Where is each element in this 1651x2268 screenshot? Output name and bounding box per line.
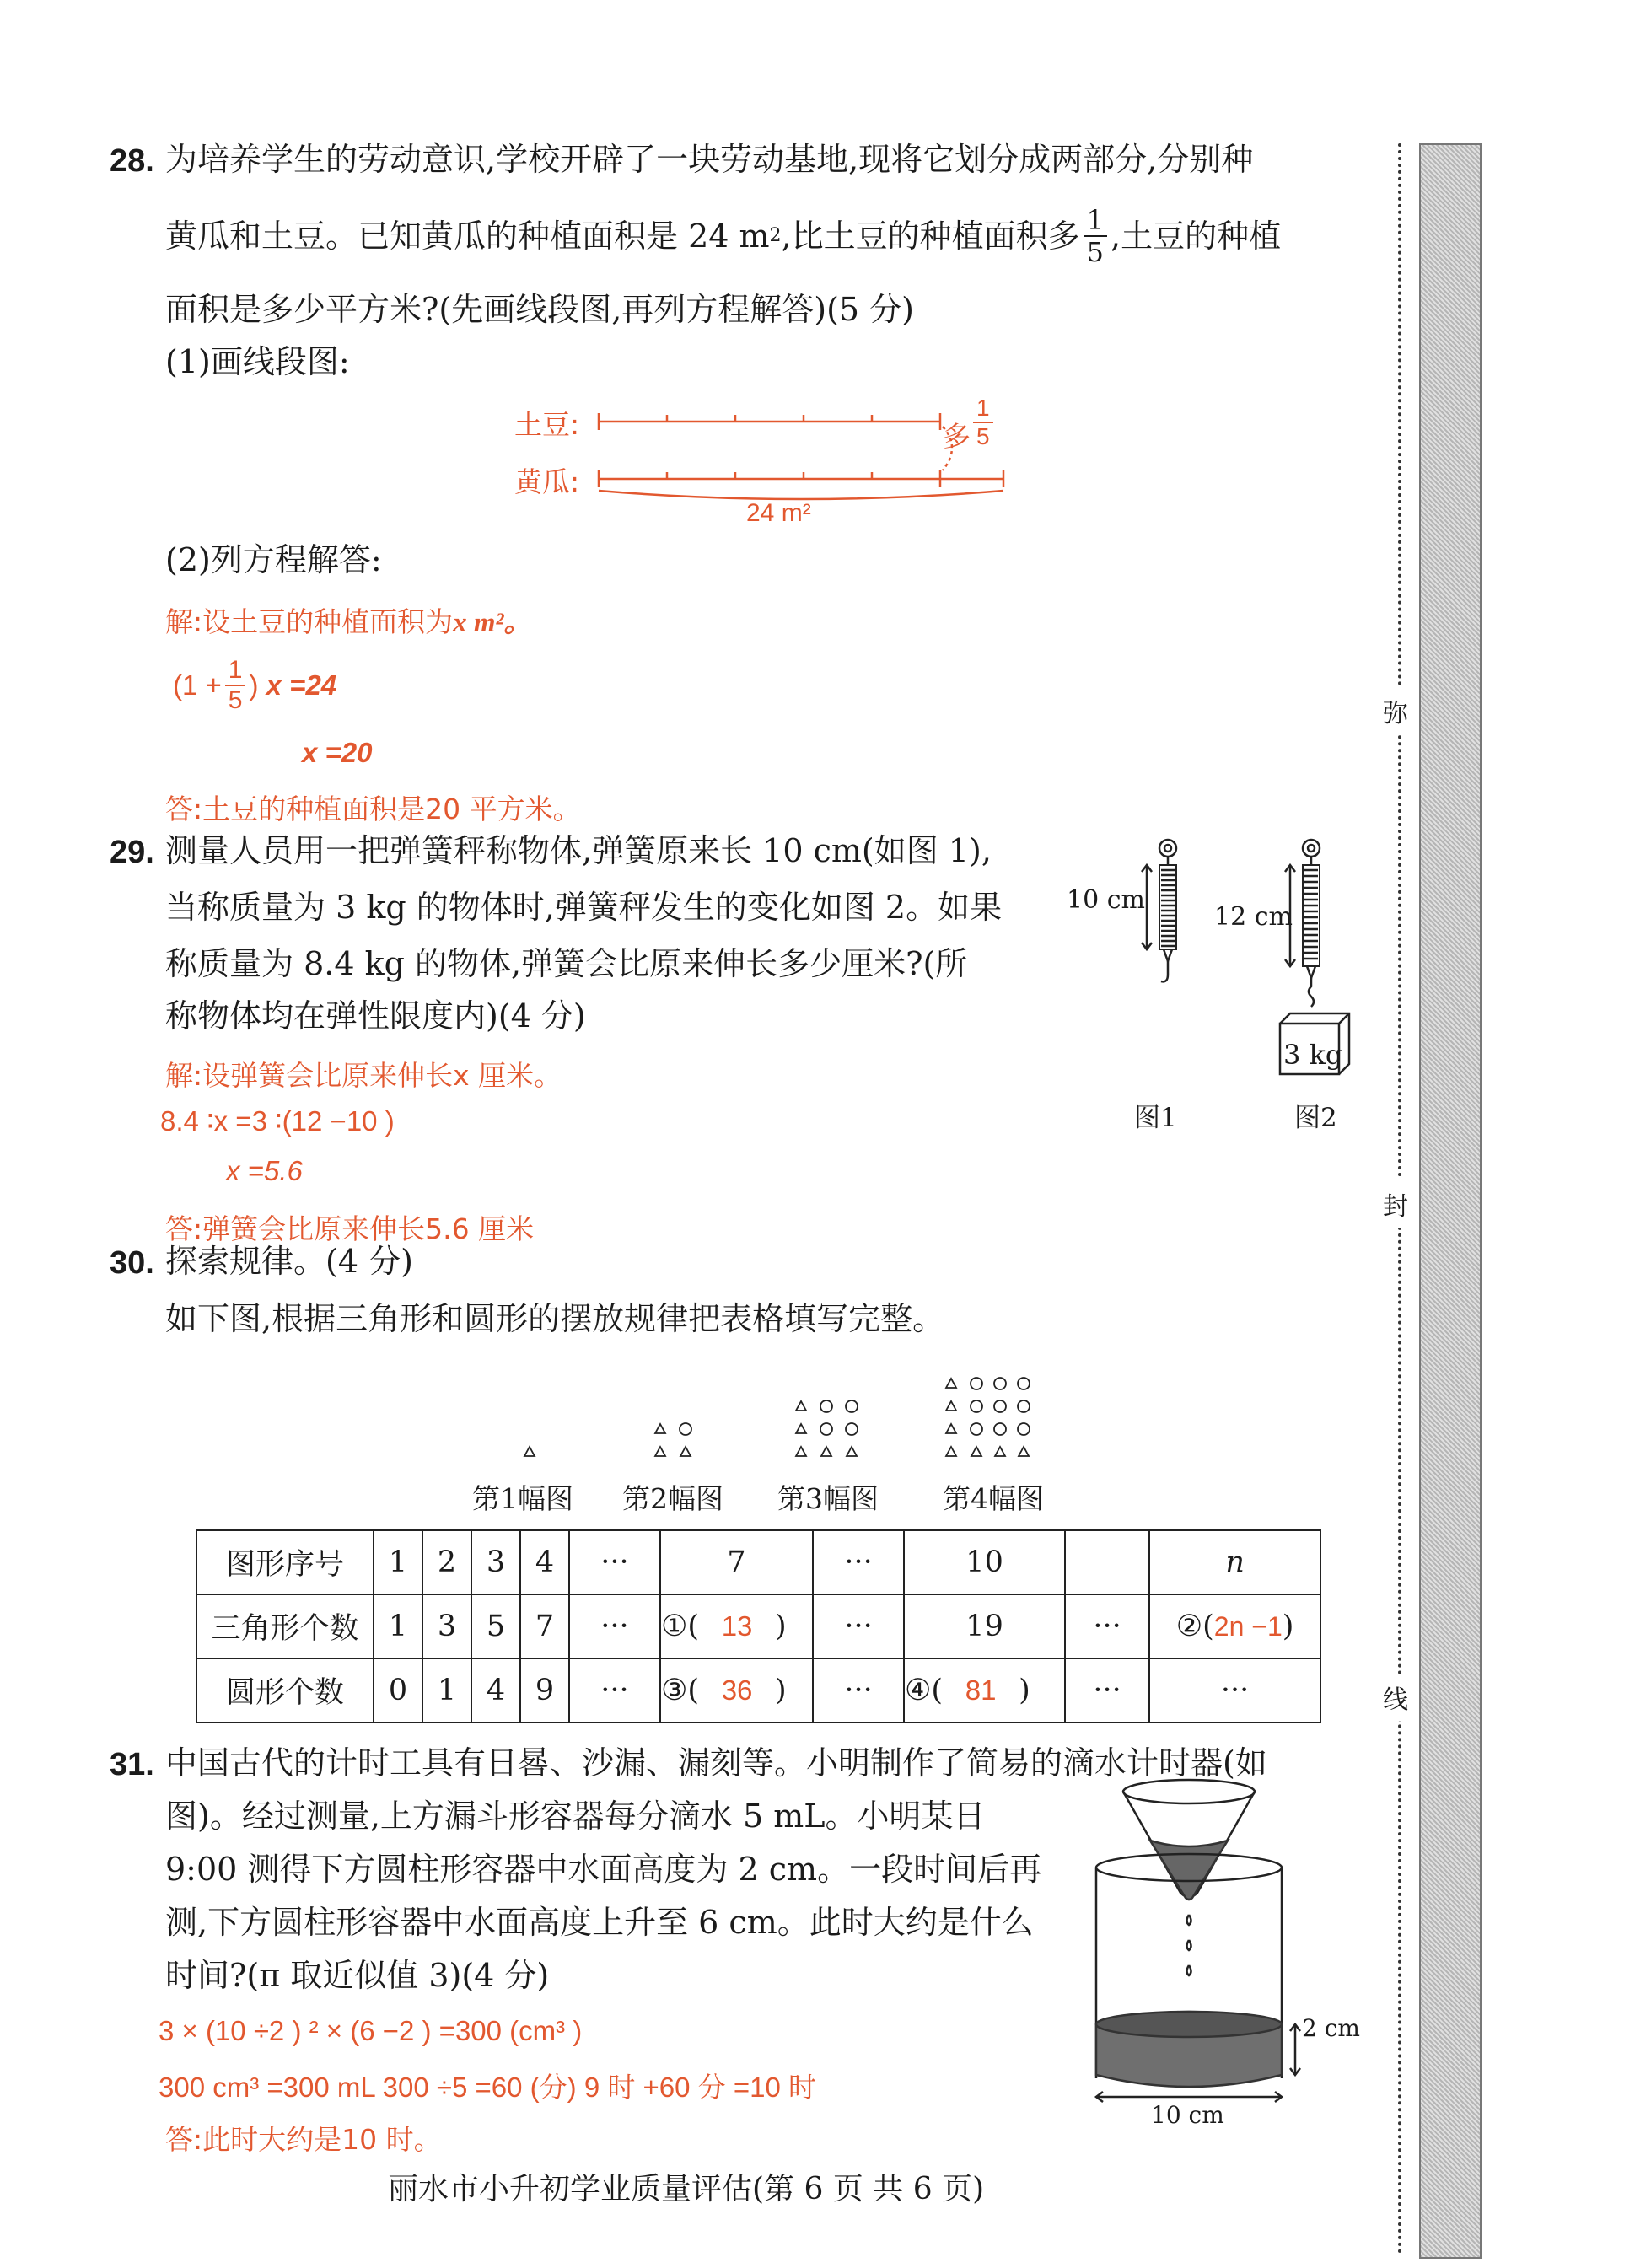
cylinder-diameter-label: 10 cm — [1151, 2101, 1224, 2129]
weight-label: 3 kg — [1283, 1039, 1343, 1071]
table-cell: 9 — [520, 1658, 569, 1722]
q29-number: 29. — [110, 835, 154, 870]
q29-answer-eq2: x =5.6 — [226, 1155, 303, 1186]
table-cell: 图形序号 — [196, 1530, 374, 1594]
q28-fraction — [1084, 204, 1107, 268]
q28-answer-line1-text: 解:设土豆的种植面积为 — [165, 605, 454, 638]
q31-answer-final: 答:此时大约是10 时。 — [165, 2123, 442, 2156]
table-cell: ③( — [660, 1658, 699, 1722]
seal-char-3: 线 — [1379, 1674, 1412, 1721]
answer-2-prefix: ②( — [1175, 1610, 1214, 1643]
q28-part1: (1)画线段图: — [165, 343, 350, 380]
q28-line2-sup: 2 — [769, 225, 782, 246]
table-cell: ) — [775, 1658, 813, 1722]
q28-eq1-c: x =24 — [266, 669, 337, 701]
q28-eq1-b: ) — [249, 669, 259, 701]
q28-answer-line1 — [165, 600, 531, 640]
diagram-total-label: 24 m² — [746, 499, 811, 527]
fig1-length-label: 10 cm — [1067, 885, 1145, 915]
diagram-more-fraction — [970, 396, 997, 449]
table-cell: 5 — [471, 1594, 520, 1658]
diagram-more-num: 1 — [973, 396, 993, 423]
table-cell: 3 — [471, 1530, 520, 1594]
fig2-caption: 图2 — [1294, 1103, 1337, 1133]
q31-number: 31. — [110, 1747, 154, 1782]
q28-eq1-a: (1 + — [173, 669, 222, 701]
q29-answer-final: 答:弹簧会比原来伸长5.6 厘米 — [165, 1212, 535, 1245]
table-cell: ④( — [904, 1658, 943, 1722]
q28-answer-eq2: x =20 — [302, 737, 373, 768]
water-clock-figure — [1088, 1775, 1324, 2120]
table-cell: 1 — [374, 1594, 422, 1658]
q31-line5: 时间?(π 取近似值 3)(4 分) — [165, 1957, 550, 1994]
table-cell: ··· — [1065, 1594, 1149, 1658]
page-footer: 丽水市小升初学业质量评估(第 6 页 共 6 页) — [388, 2172, 985, 2206]
table-cell: ··· — [569, 1530, 660, 1594]
table-cell: 圆形个数 — [196, 1658, 374, 1722]
pattern-table — [196, 1529, 1321, 1723]
table-cell — [1065, 1530, 1149, 1594]
q29-answer-line1: 解:设弹簧会比原来伸长x 厘米。 — [165, 1059, 562, 1092]
fig-caption-1: 第1幅图 — [472, 1482, 573, 1515]
table-cell: ··· — [813, 1594, 904, 1658]
fig-caption-4: 第4幅图 — [943, 1482, 1044, 1515]
table-cell: ①( — [660, 1594, 699, 1658]
table-cell: ··· — [813, 1530, 904, 1594]
q28-line3: 面积是多少平方米?(先画线段图,再列方程解答)(5 分) — [165, 291, 915, 328]
table-cell: 三角形个数 — [196, 1594, 374, 1658]
table-cell: 1 — [374, 1530, 422, 1594]
q28-frac-num: 1 — [1084, 207, 1107, 237]
q28-line1: 为培养学生的劳动意识,学校开辟了一块劳动基地,现将它划分成两部分,分别种 — [165, 141, 1254, 178]
table-row-triangles — [196, 1594, 1320, 1658]
q30-title: 探索规律。(4 分) — [165, 1243, 413, 1280]
table-cell: ··· — [1149, 1658, 1320, 1722]
table-cell: 2 — [422, 1530, 471, 1594]
q28-line2-c: ,土豆的种植 — [1111, 218, 1282, 255]
q31-answer-line1: 3 × (10 ÷2 ) ² × (6 −2 ) =300 (cm³ ) — [159, 2015, 583, 2046]
answer-2: 2n −1 — [1213, 1611, 1283, 1642]
table-cell: ··· — [569, 1658, 660, 1722]
q28-part2: (2)列方程解答: — [165, 541, 382, 578]
fig-caption-2: 第2幅图 — [622, 1482, 723, 1515]
seal-char-1: 弥 — [1379, 687, 1412, 734]
table-cell: 10 — [904, 1530, 1065, 1594]
q30-instruction: 如下图,根据三角形和圆形的摆放规律把表格填写完整。 — [165, 1300, 945, 1337]
binding-strip — [1419, 143, 1482, 2259]
diagram-more-den: 5 — [976, 423, 990, 449]
cylinder-height-label: 2 cm — [1302, 2014, 1360, 2042]
table-cell: 4 — [471, 1658, 520, 1722]
table-cell: ··· — [1065, 1658, 1149, 1722]
q28-eq1-den: 5 — [228, 686, 243, 714]
table-cell: ··· — [569, 1594, 660, 1658]
q31-line2: 图)。经过测量,上方漏斗形容器每分滴水 5 mL。小明某日 — [165, 1798, 986, 1835]
q28-line2 — [165, 204, 1282, 268]
table-cell: 4 — [520, 1530, 569, 1594]
diagram-cucumber-label: 黄瓜: — [514, 465, 580, 498]
table-cell: 19 — [904, 1594, 1065, 1658]
q29-line1: 测量人员用一把弹簧秤称物体,弹簧原来长 10 cm(如图 1), — [165, 832, 992, 869]
q28-frac-den: 5 — [1086, 236, 1104, 268]
fig2-length-label: 12 cm — [1214, 902, 1293, 932]
fig-caption-3: 第3幅图 — [777, 1482, 879, 1515]
seal-char-2: 封 — [1379, 1180, 1412, 1228]
table-cell: 0 — [374, 1658, 422, 1722]
table-cell: 3 — [422, 1594, 471, 1658]
table-cell: n — [1149, 1530, 1320, 1594]
triangle-circle-pattern — [472, 1353, 1062, 1463]
q29-line4: 称物体均在弹性限度内)(4 分) — [165, 997, 586, 1035]
q30-number: 30. — [110, 1245, 154, 1281]
answer-3: 36 — [699, 1658, 775, 1722]
table-cell: ) — [1019, 1658, 1065, 1722]
q28-line2-b: ,比土豆的种植面积多 — [781, 218, 1080, 255]
answer-2-suffix: ) — [1282, 1610, 1294, 1643]
q28-answer-eq1 — [173, 658, 336, 713]
table-row-circles — [196, 1658, 1320, 1722]
answer-1: 13 — [699, 1594, 775, 1658]
table-cell: 7 — [520, 1594, 569, 1658]
table-cell: ··· — [813, 1658, 904, 1722]
diagram-potato-label: 土豆: — [514, 408, 580, 441]
q28-answer-var: x m²。 — [453, 608, 532, 638]
q31-answer-line2: 300 cm³ =300 mL 300 ÷5 =60 (分) 9 时 +60 分 =10 时 — [159, 2072, 816, 2103]
q29-line2: 当称质量为 3 kg 的物体时,弹簧秤发生的变化如图 2。如果 — [165, 889, 1003, 926]
answer-4: 81 — [943, 1658, 1019, 1722]
q28-answer-final: 答:土豆的种植面积是20 平方米。 — [165, 793, 581, 825]
diagram-more-label: 多 — [943, 420, 971, 453]
q29-line3: 称质量为 8.4 kg 的物体,弹簧会比原来伸长多少厘米?(所 — [165, 945, 968, 982]
q31-line3: 9:00 测得下方圆柱形容器中水面高度为 2 cm。一段时间后再 — [165, 1851, 1042, 1888]
table-cell: 7 — [660, 1530, 813, 1594]
q31-line1: 中国古代的计时工具有日晷、沙漏、漏刻等。小明制作了简易的滴水计时器(如 — [165, 1744, 1267, 1782]
table-cell: ) — [775, 1594, 813, 1658]
fig1-caption: 图1 — [1134, 1103, 1177, 1133]
q28-number: 28. — [110, 143, 154, 179]
q28-eq1-num: 1 — [225, 658, 246, 686]
spring-scale-figures — [1130, 835, 1383, 1088]
table-row-index — [196, 1530, 1320, 1594]
q28-line2-a: 黄瓜和土豆。已知黄瓜的种植面积是 24 m — [165, 218, 770, 255]
table-cell: 1 — [422, 1658, 471, 1722]
q29-answer-eq1: 8.4 ∶x =3 ∶(12 −10 ) — [160, 1105, 395, 1137]
table-cell — [1149, 1594, 1320, 1658]
q31-line4: 测,下方圆柱形容器中水面高度上升至 6 cm。此时大约是什么 — [165, 1904, 1034, 1941]
